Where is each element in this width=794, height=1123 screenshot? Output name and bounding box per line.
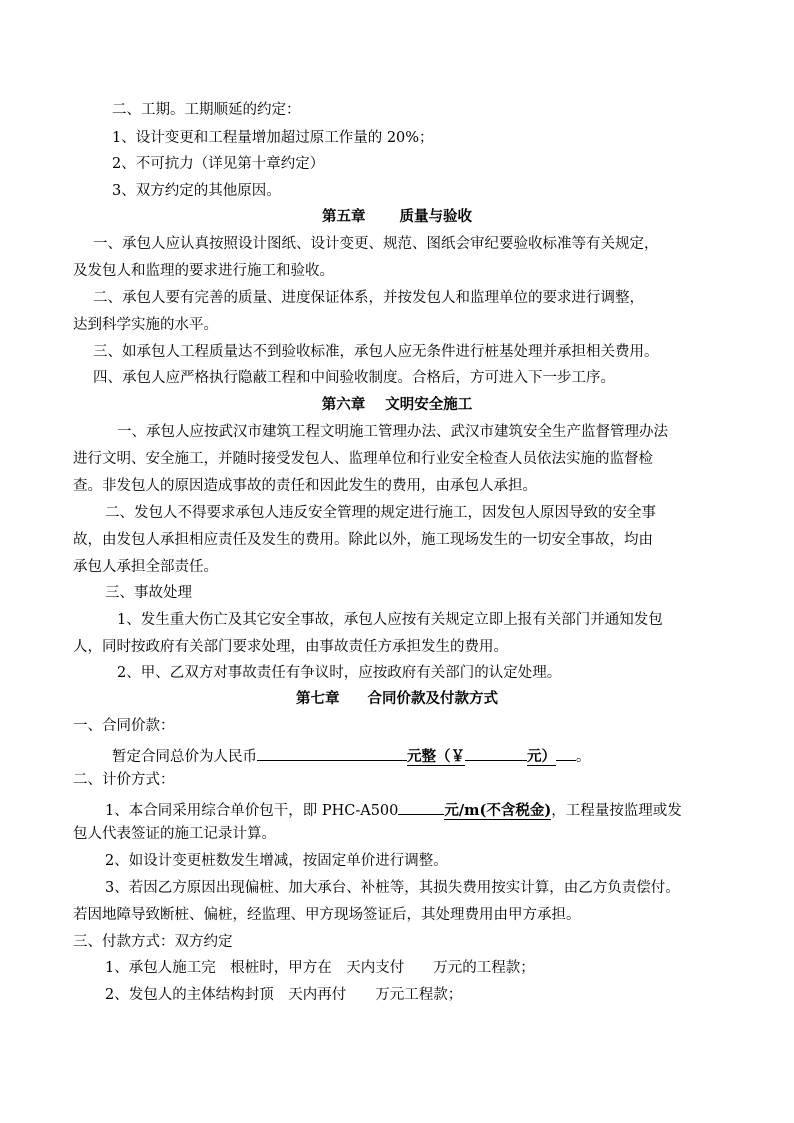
chapter-title: 文明安全施工 (385, 397, 473, 413)
amount-trailing-blank (556, 743, 576, 761)
contract-price-label: 暂定合同总价为人民币 (112, 749, 257, 765)
paragraph-line: 达到科学实施的水平。 (73, 317, 218, 333)
chapter-number: 第七章 (296, 691, 340, 707)
paragraph-line: 承包人承担全部责任。 (73, 559, 218, 575)
chapter-heading (0, 207, 794, 227)
paragraph-line: 二、工期。工期顺延的约定： (112, 102, 301, 118)
paragraph-line: 包人代表签证的施工记录计算。 (73, 826, 276, 842)
paragraph-line: 1、承包人施工完 根桩时，甲方在 天内支付 万元的工程款； (105, 960, 535, 976)
paragraph-line: 一、合同价款： (73, 718, 175, 734)
chapter-title: 合同价款及付款方式 (367, 691, 498, 707)
unit-price-label: 1、本合同采用综合单价包干，即 PHC-A500 (105, 803, 399, 819)
sentence-end: 。 (576, 749, 591, 765)
paragraph-line: 三、如承包人工程质量达不到验收标准，承包人应无条件进行桩基处理并承担相关费用。 (93, 344, 659, 360)
paragraph-line: 2、发包人的主体结构封顶 天内再付 万元工程款； (105, 987, 463, 1003)
unit-price-tail: ，工程量按监理或发 (551, 803, 682, 819)
chapter-heading (0, 395, 794, 415)
paragraph-line: 进行文明、安全施工，并随时接受发包人、监理单位和行业安全检查人员依法实施的监督检 (73, 451, 653, 467)
paragraph-line: 二、承包人要有完善的质量、进度保证体系，并按发包人和监理单位的要求进行调整， (93, 290, 644, 306)
paragraph-line: 人，同时按政府有关部门要求处理，由事故责任方承担发生的费用。 (73, 639, 508, 655)
paragraph-line: 四、承包人应严格执行隐蔽工程和中间验收制度。合格后，方可进入下一步工序。 (93, 370, 615, 386)
contract-price-line (112, 743, 591, 767)
paragraph-line: 3、双方约定的其他原因。 (112, 183, 281, 199)
chapter-number: 第五章 (322, 209, 366, 225)
paragraph-line: 故，由发包人承担相应责任及发生的费用。除此以外，施工现场发生的一切安全事故，均由 (73, 532, 653, 548)
paragraph-line: 2、不可抗力（详见第十章约定） (112, 156, 325, 172)
paragraph-line: 一、承包人应按武汉市建筑工程文明施工管理办法、武汉市建筑安全生产监督管理办法 (117, 424, 668, 440)
paragraph-line: 3、若因乙方原因出现偏桩、加大承台、补桩等，其损失费用按实计算，由乙方负责偿付。 (105, 880, 680, 896)
unit-price-unit: 元/m(不含税金) (444, 802, 552, 819)
amount-figure-unit: 元） (527, 748, 556, 765)
amount-blank (257, 743, 407, 761)
unit-price-line (105, 797, 682, 821)
paragraph-line: 1、发生重大伤亡及其它安全事故，承包人应按有关规定立即上报有关部门并通知发包 (117, 612, 663, 628)
chapter-heading (0, 689, 794, 709)
paragraph-line: 2、甲、乙双方对事故责任有争议时，应按政府有关部门的认定处理。 (117, 665, 562, 681)
paragraph-line: 一、承包人应认真按照设计图纸、设计变更、规范、图纸会审纪要验收标准等有关规定， (93, 236, 659, 252)
paragraph-line: 1、设计变更和工程量增加超过原工作量的 20%； (112, 130, 434, 146)
paragraph-line: 查。非发包人的原因造成事故的责任和因此发生的费用，由承包人承担。 (73, 478, 537, 494)
paragraph-line: 及发包人和监理的要求进行施工和验收。 (73, 263, 334, 279)
paragraph-line: 2、如设计变更桩数发生增减，按固定单价进行调整。 (105, 853, 448, 869)
unit-price-blank (398, 797, 444, 815)
chapter-title: 质量与验收 (399, 209, 472, 225)
paragraph-line: 三、事故处理 (105, 585, 192, 601)
paragraph-line: 二、计价方式： (73, 772, 175, 788)
amount-figure-blank (465, 743, 527, 761)
paragraph-line: 二、发包人不得要求承包人违反安全管理的规定进行施工，因发包人原因导致的安全事 (105, 505, 656, 521)
paragraph-line: 若因地障导致断桩、偏桩，经监理、甲方现场签证后，其处理费用由甲方承担。 (73, 907, 581, 923)
paragraph-line: 三、付款方式：双方约定 (73, 934, 233, 950)
amount-unit-label: 元整（￥ (407, 748, 465, 765)
chapter-number: 第六章 (321, 397, 366, 413)
